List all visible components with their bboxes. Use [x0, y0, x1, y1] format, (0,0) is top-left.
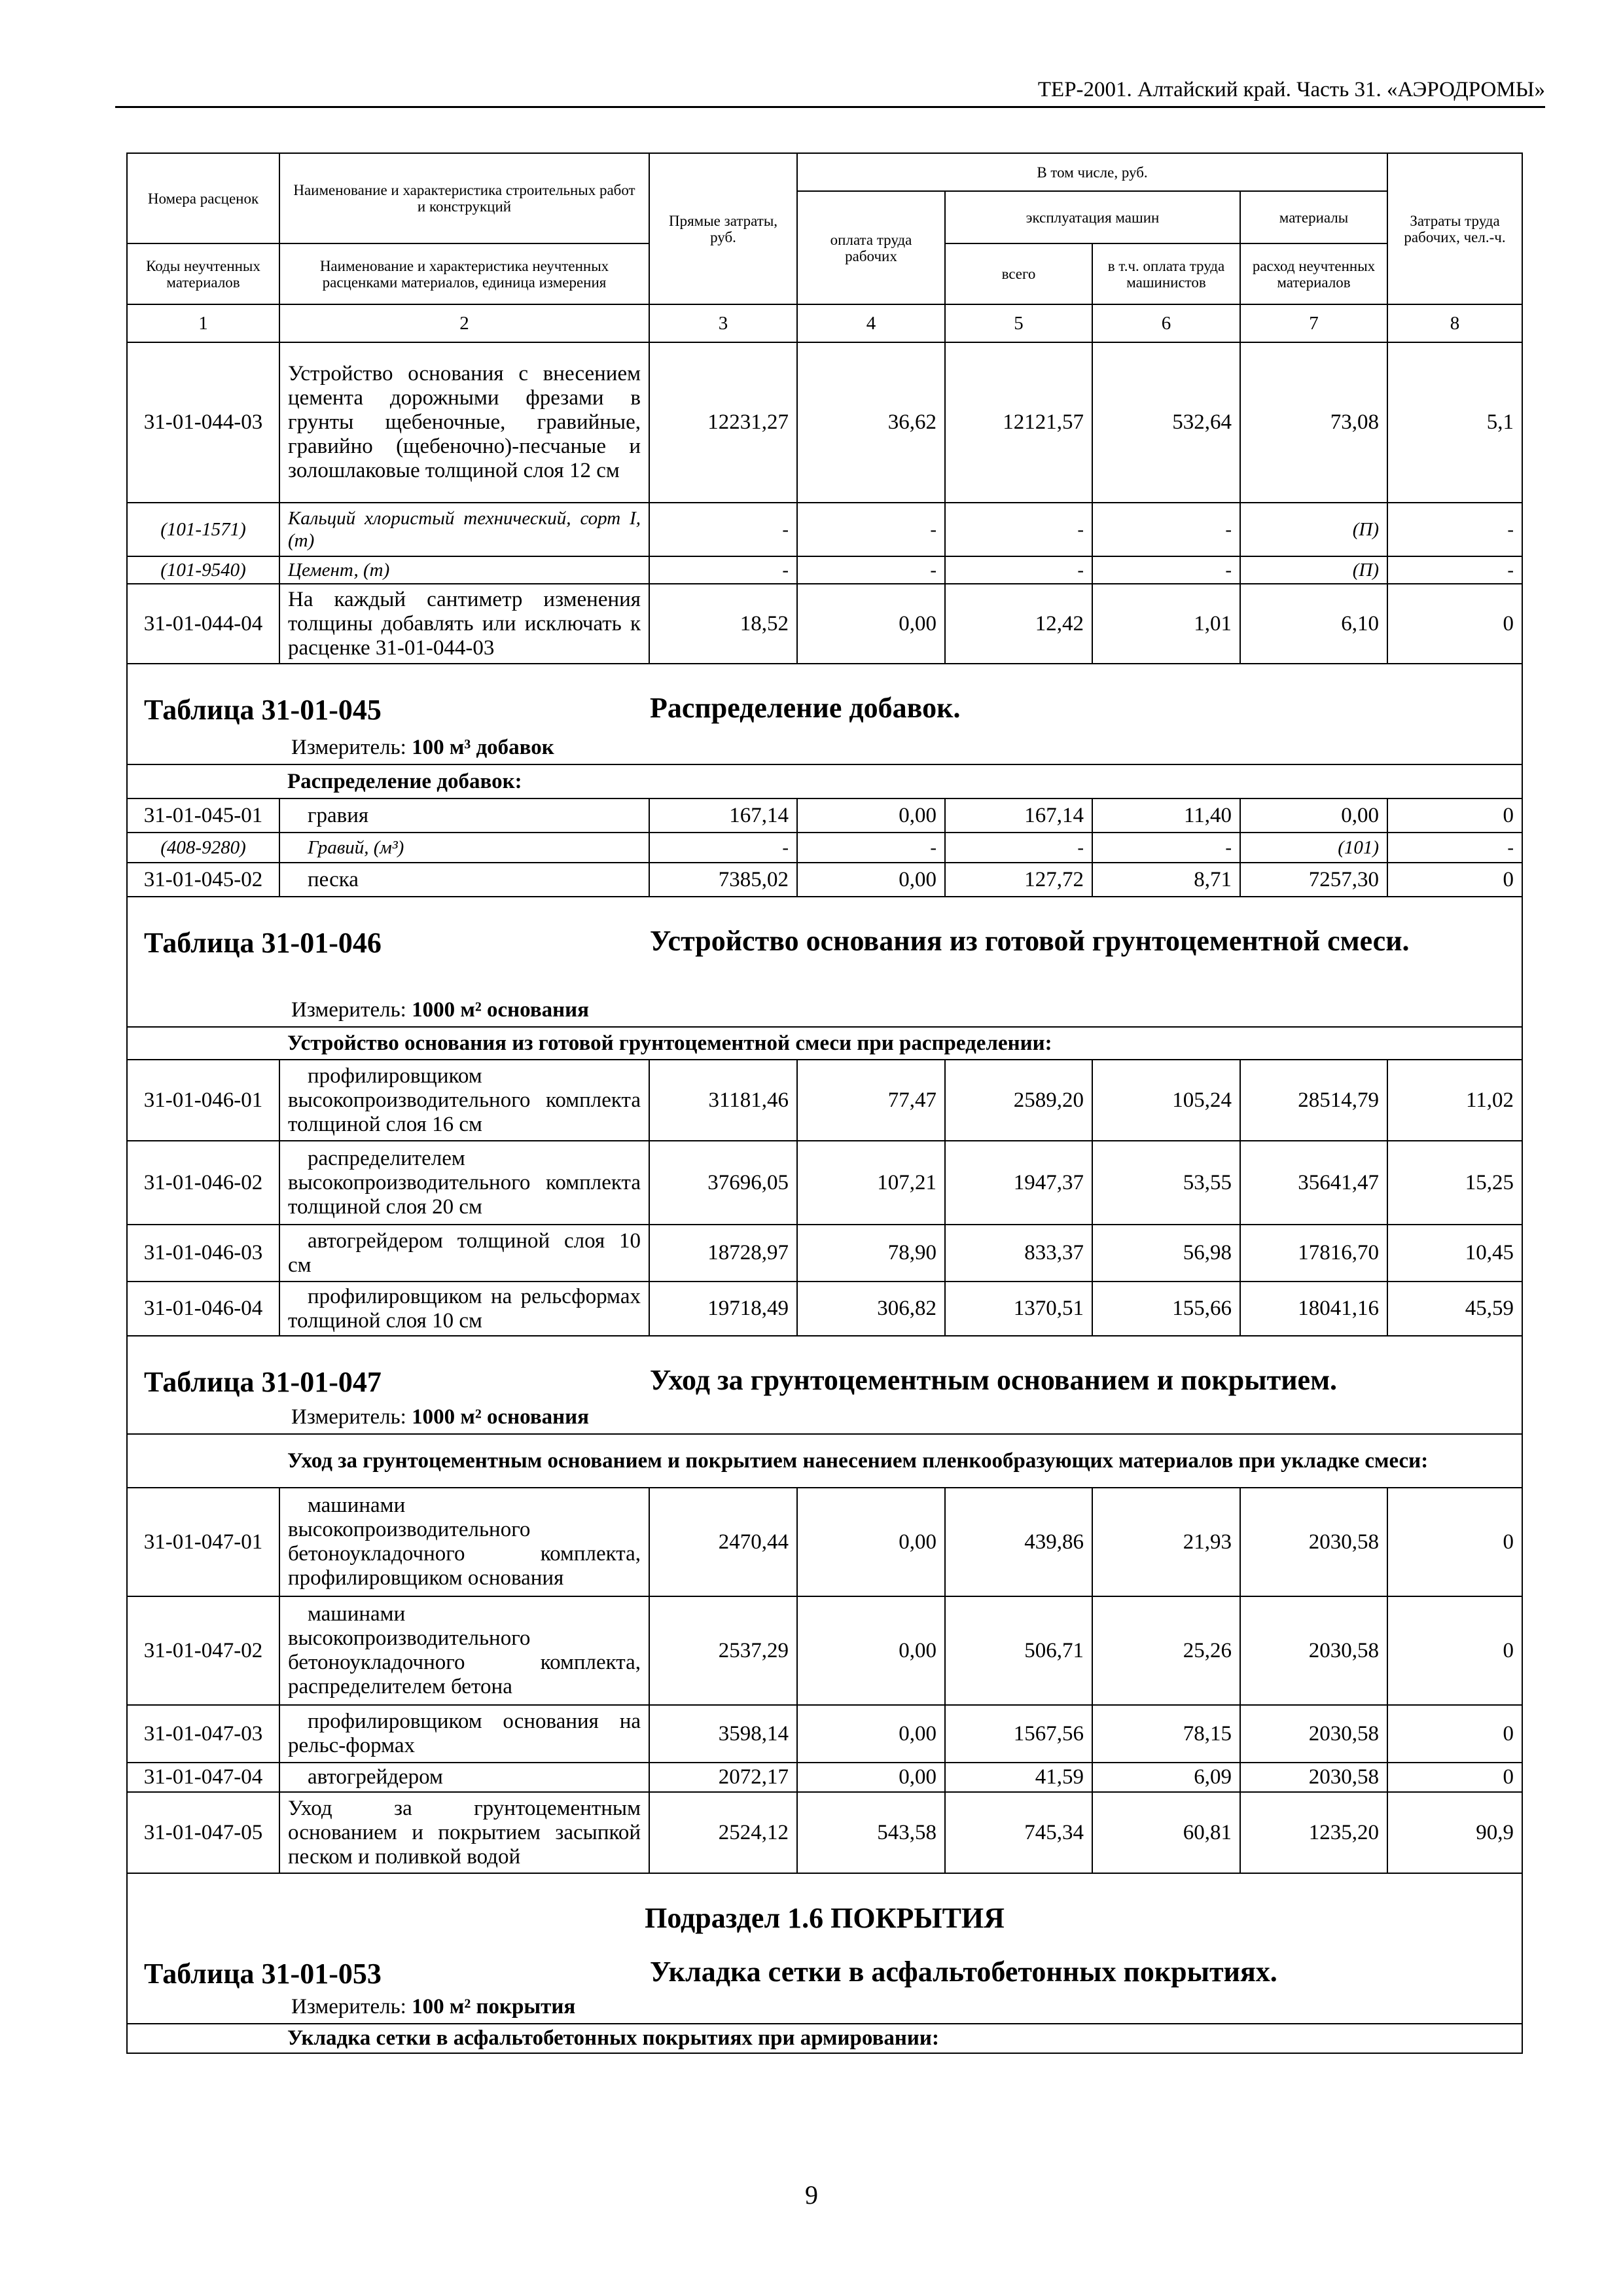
- subsection-row: [127, 1873, 1522, 1953]
- col-mach-total: всего: [945, 243, 1092, 304]
- rate-code: 31-01-047-04: [127, 1763, 279, 1792]
- machines-drivers: -: [1092, 556, 1240, 584]
- table-heading-row: [127, 664, 1522, 764]
- machines-total: 41,59: [945, 1763, 1092, 1792]
- direct-cost: 37696,05: [649, 1141, 797, 1225]
- rate-code: 31-01-044-04: [127, 584, 279, 664]
- machines-total: 833,37: [945, 1225, 1092, 1282]
- rate-name: Устройство основания с внесением цемента дорожными фрезами в грунты щебеночные, гравийные, гравийно (щебеночно)-песчаные и золошлаковые толщиной слоя 12 см: [279, 342, 649, 503]
- col-machines: эксплуатация машин: [945, 191, 1240, 243]
- machines-total: -: [945, 503, 1092, 556]
- machines-drivers: 56,98: [1092, 1225, 1240, 1282]
- direct-cost: 167,14: [649, 798, 797, 833]
- rate-name: На каждый сантиметр изменения толщины добавлять или исключать к расценке 31-01-044-03: [279, 584, 649, 664]
- machines-total: 506,71: [945, 1596, 1092, 1705]
- materials: 18041,16: [1240, 1282, 1387, 1336]
- labor-pay: 0,00: [797, 1705, 945, 1763]
- page-number: 9: [805, 2180, 818, 2210]
- col-number: 6: [1092, 304, 1240, 342]
- machines-total: 127,72: [945, 863, 1092, 897]
- table-title: Таблица 31-01-046: [144, 927, 382, 959]
- labor-costs: 0: [1387, 863, 1522, 897]
- section-row: [127, 2024, 1522, 2053]
- col-name-top: Наименование и характеристика строительных работ и конструкций: [279, 153, 649, 243]
- materials: 2030,58: [1240, 1705, 1387, 1763]
- rate-code: 31-01-045-01: [127, 798, 279, 833]
- machines-total: -: [945, 833, 1092, 863]
- direct-cost: 2537,29: [649, 1596, 797, 1705]
- labor-pay: 0,00: [797, 584, 945, 664]
- rate-code: 31-01-044-03: [127, 342, 279, 503]
- col-direct: Прямые затраты, руб.: [649, 153, 797, 304]
- rate-code: 31-01-046-01: [127, 1060, 279, 1141]
- rate-code: 31-01-046-02: [127, 1141, 279, 1225]
- material-name: Гравий, (м³): [279, 833, 649, 863]
- machines-drivers: 78,15: [1092, 1705, 1240, 1763]
- materials: 2030,58: [1240, 1596, 1387, 1705]
- materials: 1235,20: [1240, 1792, 1387, 1873]
- section-row: [127, 1434, 1522, 1488]
- header-row-1: [127, 153, 1522, 191]
- table-unit: Измеритель: 1000 м² основания: [291, 998, 590, 1022]
- machines-drivers: 21,93: [1092, 1488, 1240, 1596]
- labor-costs: 15,25: [1387, 1141, 1522, 1225]
- material-name: Цемент, (т): [279, 556, 649, 584]
- machines-drivers: 60,81: [1092, 1792, 1240, 1873]
- material-row: [127, 503, 1522, 556]
- rate-name: машинами высокопроизводительного бетоноукладочного комплекта, профилировщиком основания: [279, 1488, 649, 1596]
- machines-total: 12,42: [945, 584, 1092, 664]
- col-number: 2: [279, 304, 649, 342]
- rate-name: профилировщиком основания на рельс-формах: [279, 1705, 649, 1763]
- material-row: [127, 556, 1522, 584]
- table-heading-row: [127, 1336, 1522, 1434]
- materials: 0,00: [1240, 798, 1387, 833]
- machines-drivers: 1,01: [1092, 584, 1240, 664]
- materials: (П): [1240, 556, 1387, 584]
- machines-total: 167,14: [945, 798, 1092, 833]
- machines-drivers: 25,26: [1092, 1596, 1240, 1705]
- table-row: [127, 1225, 1522, 1282]
- table-row: [127, 1596, 1522, 1705]
- labor-costs: 90,9: [1387, 1792, 1522, 1873]
- labor-pay: 78,90: [797, 1225, 945, 1282]
- table-description: Уход за грунтоцементным основанием и покрытием.: [650, 1364, 1338, 1396]
- table-heading: [127, 664, 1522, 764]
- table-row: [127, 1141, 1522, 1225]
- labor-costs: 0: [1387, 584, 1522, 664]
- materials: 6,10: [1240, 584, 1387, 664]
- table-heading: [127, 1336, 1522, 1434]
- direct-cost: 2072,17: [649, 1763, 797, 1792]
- col-number: 7: [1240, 304, 1387, 342]
- table-title: Таблица 31-01-045: [144, 694, 382, 726]
- direct-cost: -: [649, 503, 797, 556]
- table-row: [127, 584, 1522, 664]
- rate-name: автогрейдером: [279, 1763, 649, 1792]
- direct-cost: 19718,49: [649, 1282, 797, 1336]
- direct-cost: 18728,97: [649, 1225, 797, 1282]
- rate-code: 31-01-046-04: [127, 1282, 279, 1336]
- table-heading: [127, 1953, 1522, 2024]
- labor-pay: 0,00: [797, 1488, 945, 1596]
- labor-costs: 5,1: [1387, 342, 1522, 503]
- machines-total: 1370,51: [945, 1282, 1092, 1336]
- machines-total: 2589,20: [945, 1060, 1092, 1141]
- labor-costs: -: [1387, 556, 1522, 584]
- rate-code: 31-01-046-03: [127, 1225, 279, 1282]
- table-unit: Измеритель: 100 м² покрытия: [291, 1995, 576, 2018]
- table-description: Укладка сетки в асфальтобетонных покрытиях.: [650, 1956, 1277, 1988]
- machines-drivers: -: [1092, 503, 1240, 556]
- col-labor: оплата труда рабочих: [797, 191, 945, 304]
- table-row: [127, 1282, 1522, 1336]
- labor-costs: -: [1387, 833, 1522, 863]
- section-title: Распределение добавок:: [279, 764, 1522, 798]
- machines-drivers: 6,09: [1092, 1763, 1240, 1792]
- table-description: Устройство основания из готовой грунтоцементной смеси.: [650, 925, 1410, 957]
- machines-drivers: 53,55: [1092, 1141, 1240, 1225]
- col-including: В том числе, руб.: [797, 153, 1387, 191]
- table-unit: Измеритель: 1000 м² основания: [291, 1405, 590, 1429]
- machines-drivers: 155,66: [1092, 1282, 1240, 1336]
- rate-code: 31-01-047-01: [127, 1488, 279, 1596]
- col-materials: материалы: [1240, 191, 1387, 243]
- labor-costs: -: [1387, 503, 1522, 556]
- labor-pay: 0,00: [797, 863, 945, 897]
- machines-total: 12121,57: [945, 342, 1092, 503]
- machines-total: 439,86: [945, 1488, 1092, 1596]
- table-title: Таблица 31-01-053: [144, 1958, 382, 1990]
- labor-costs: 0: [1387, 1488, 1522, 1596]
- table-title: Таблица 31-01-047: [144, 1366, 382, 1398]
- labor-costs: 11,02: [1387, 1060, 1522, 1141]
- subsection-heading: [127, 1873, 1522, 1953]
- section-row: [127, 1027, 1522, 1060]
- labor-costs: 0: [1387, 1705, 1522, 1763]
- direct-cost: 2524,12: [649, 1792, 797, 1873]
- labor-costs: 0: [1387, 1596, 1522, 1705]
- materials: 28514,79: [1240, 1060, 1387, 1141]
- materials: 73,08: [1240, 342, 1387, 503]
- direct-cost: -: [649, 556, 797, 584]
- section-title: Устройство основания из готовой грунтоцементной смеси при распределении:: [279, 1027, 1522, 1060]
- section-title: Укладка сетки в асфальтобетонных покрытиях при армировании:: [279, 2024, 1522, 2053]
- column-numbers-row: [127, 304, 1522, 342]
- table-heading-row: [127, 1953, 1522, 2024]
- material-row: [127, 833, 1522, 863]
- rate-name: автогрейдером толщиной слоя 10 см: [279, 1225, 649, 1282]
- direct-cost: 18,52: [649, 584, 797, 664]
- col-name-bottom: Наименование и характеристика неучтенных расценками материалов, единица измерения: [279, 243, 649, 304]
- labor-costs: 0: [1387, 1763, 1522, 1792]
- rate-name: Уход за грунтоцементным основанием и покрытием засыпкой песком и поливкой водой: [279, 1792, 649, 1873]
- rate-code: 31-01-045-02: [127, 863, 279, 897]
- machines-total: -: [945, 556, 1092, 584]
- machines-drivers: 8,71: [1092, 863, 1240, 897]
- material-code: (408-9280): [127, 833, 279, 863]
- materials: 17816,70: [1240, 1225, 1387, 1282]
- rate-name: песка: [279, 863, 649, 897]
- table-row: [127, 1705, 1522, 1763]
- labor-costs: 0: [1387, 798, 1522, 833]
- labor-pay: -: [797, 503, 945, 556]
- table-row: [127, 798, 1522, 833]
- table-row: [127, 1763, 1522, 1792]
- table-description: Распределение добавок.: [650, 692, 961, 724]
- rates-table: [126, 152, 1523, 2054]
- rate-code: 31-01-047-03: [127, 1705, 279, 1763]
- direct-cost: 31181,46: [649, 1060, 797, 1141]
- labor-pay: 543,58: [797, 1792, 945, 1873]
- direct-cost: 3598,14: [649, 1705, 797, 1763]
- materials: (101): [1240, 833, 1387, 863]
- col-code-top: Номера расценок: [127, 153, 279, 243]
- labor-pay: -: [797, 556, 945, 584]
- col-number: 5: [945, 304, 1092, 342]
- col-mat-unaccounted: расход неучтенных материалов: [1240, 243, 1387, 304]
- material-code: (101-1571): [127, 503, 279, 556]
- col-labor-costs: Затраты труда рабочих, чел.-ч.: [1387, 153, 1522, 304]
- labor-pay: 306,82: [797, 1282, 945, 1336]
- col-code-bottom: Коды неучтенных материалов: [127, 243, 279, 304]
- col-number: 3: [649, 304, 797, 342]
- col-number: 1: [127, 304, 279, 342]
- labor-pay: 0,00: [797, 1763, 945, 1792]
- rate-name: профилировщиком высокопроизводительного комплекта толщиной слоя 16 см: [279, 1060, 649, 1141]
- table-heading: [127, 897, 1522, 1027]
- rate-name: машинами высокопроизводительного бетоноукладочного комплекта, распределителем бетона: [279, 1596, 649, 1705]
- labor-costs: 45,59: [1387, 1282, 1522, 1336]
- direct-cost: 7385,02: [649, 863, 797, 897]
- labor-pay: -: [797, 833, 945, 863]
- materials: 2030,58: [1240, 1488, 1387, 1596]
- materials: 2030,58: [1240, 1763, 1387, 1792]
- table-heading-row: [127, 897, 1522, 1027]
- running-header: ТЕР-2001. Алтайский край. Часть 31. «АЭРОДРОМЫ»: [115, 73, 1545, 108]
- machines-drivers: 11,40: [1092, 798, 1240, 833]
- table-row: [127, 1792, 1522, 1873]
- material-code: (101-9540): [127, 556, 279, 584]
- labor-pay: 0,00: [797, 1596, 945, 1705]
- table-row: [127, 342, 1522, 503]
- col-mach-drivers: в т.ч. оплата труда машинистов: [1092, 243, 1240, 304]
- labor-pay: 77,47: [797, 1060, 945, 1141]
- subsection-title: Подраздел 1.6 ПОКРЫТИЯ: [645, 1902, 1005, 1934]
- table-row: [127, 1060, 1522, 1141]
- labor-pay: 107,21: [797, 1141, 945, 1225]
- machines-total: 1947,37: [945, 1141, 1092, 1225]
- col-number: 4: [797, 304, 945, 342]
- table-row: [127, 863, 1522, 897]
- machines-drivers: -: [1092, 833, 1240, 863]
- section-title: Уход за грунтоцементным основанием и покрытием нанесением пленкообразующих материалов при укладке смеси:: [279, 1434, 1522, 1488]
- labor-costs: 10,45: [1387, 1225, 1522, 1282]
- rate-name: профилировщиком на рельсформах толщиной слоя 10 см: [279, 1282, 649, 1336]
- rate-name: распределителем высокопроизводительного комплекта толщиной слоя 20 см: [279, 1141, 649, 1225]
- rate-code: 31-01-047-02: [127, 1596, 279, 1705]
- machines-total: 1567,56: [945, 1705, 1092, 1763]
- table-row: [127, 1488, 1522, 1596]
- labor-pay: 36,62: [797, 342, 945, 503]
- machines-total: 745,34: [945, 1792, 1092, 1873]
- machines-drivers: 105,24: [1092, 1060, 1240, 1141]
- machines-drivers: 532,64: [1092, 342, 1240, 503]
- materials: 35641,47: [1240, 1141, 1387, 1225]
- direct-cost: 12231,27: [649, 342, 797, 503]
- direct-cost: -: [649, 833, 797, 863]
- col-number: 8: [1387, 304, 1522, 342]
- materials: 7257,30: [1240, 863, 1387, 897]
- rate-code: 31-01-047-05: [127, 1792, 279, 1873]
- section-row: [127, 764, 1522, 798]
- table-unit: Измеритель: 100 м³ добавок: [291, 736, 554, 759]
- labor-pay: 0,00: [797, 798, 945, 833]
- rate-name: гравия: [279, 798, 649, 833]
- materials: (П): [1240, 503, 1387, 556]
- direct-cost: 2470,44: [649, 1488, 797, 1596]
- material-name: Кальций хлористый технический, сорт I, (т): [279, 503, 649, 556]
